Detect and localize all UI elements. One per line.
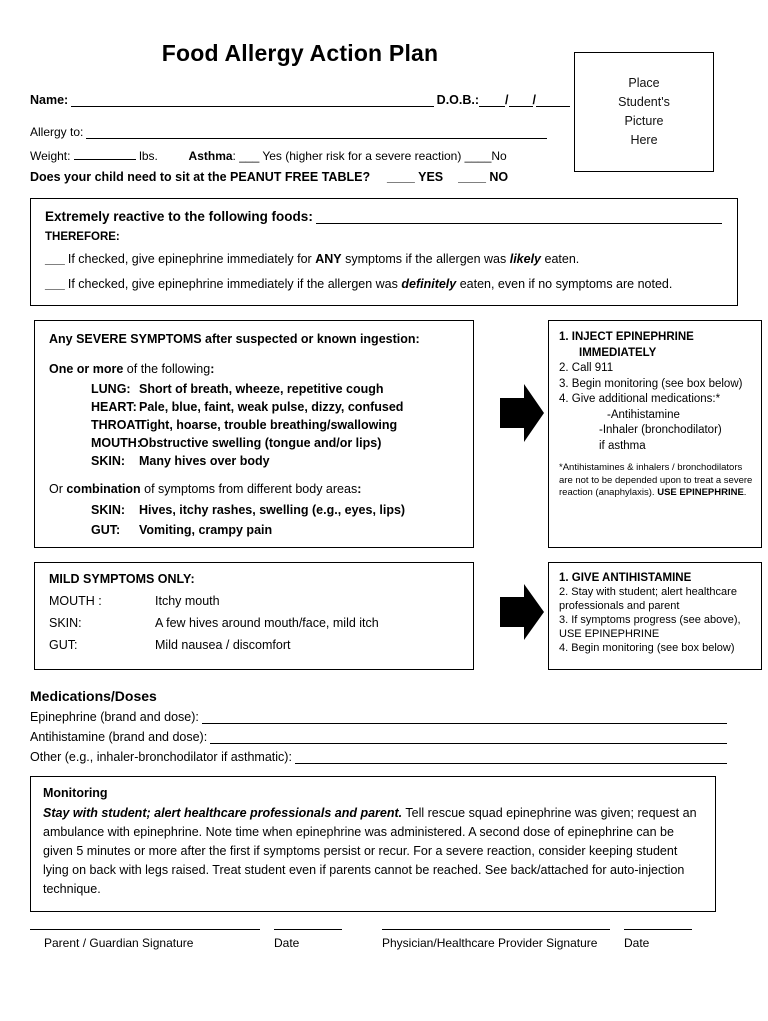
combination-a: Or <box>49 482 67 496</box>
severe-footnote-bold: USE EPINEPHRINE <box>657 487 744 498</box>
combination-label <box>49 482 463 496</box>
asthma-options[interactable]: : ___ Yes (higher risk for a severe reaction) ____No <box>232 149 507 163</box>
weight-label: Weight: <box>30 149 71 163</box>
mild-symptom-row <box>49 638 463 652</box>
checkbox-text-likely-e: eaten. <box>541 252 580 266</box>
severe-footnote <box>559 462 753 500</box>
parent-signature-input[interactable] <box>30 928 260 930</box>
antihistamine-input[interactable] <box>210 730 727 744</box>
parent-date-label: Date <box>274 936 300 950</box>
severe-footnote-star: * <box>559 462 563 473</box>
one-or-more-bold: One or more <box>49 362 124 376</box>
checkbox-text-likely-c: symptoms if the allergen was <box>341 252 510 266</box>
mild-symptom-value: Mild nausea / discomfort <box>155 638 291 652</box>
checkbox-text-likely-em: likely <box>509 252 542 266</box>
weight-unit: lbs. <box>139 149 158 163</box>
combination-c: of symptoms from different body areas <box>140 482 358 496</box>
name-field-row <box>30 93 570 107</box>
allergy-label: Allergy to: <box>30 125 84 139</box>
signature-labels <box>30 936 738 950</box>
symptom-key: SKIN: <box>91 454 126 468</box>
symptom-key: HEART: <box>91 400 137 414</box>
weight-input[interactable] <box>74 146 136 160</box>
medication-line <box>30 730 730 744</box>
dob-label: D.O.B.: <box>436 93 480 107</box>
student-photo-placeholder <box>574 52 714 172</box>
physician-date-input[interactable] <box>624 928 692 930</box>
mild-step-3: 3. If symptoms progress (see above), USE EPINEPHRINE <box>559 614 741 640</box>
symptom-row <box>49 452 463 470</box>
asthma-label: Asthma <box>188 149 233 163</box>
symptom-value: Vomiting, crampy pain <box>139 523 273 537</box>
symptom-value: Obstructive swelling (tongue and/or lips) <box>139 436 382 450</box>
page-title: Food Allergy Action Plan <box>161 40 439 66</box>
photo-line-3: Picture <box>624 114 664 128</box>
severe-step-4-sub-2: -Inhaler (bronchodilator) <box>599 424 722 436</box>
medications-title: Medications/Doses <box>30 688 157 704</box>
severe-symptoms-heading: Any SEVERE SYMPTOMS after suspected or known ingestion: <box>49 332 420 346</box>
symptom-row <box>49 434 463 452</box>
monitoring-text <box>43 804 703 899</box>
mild-symptom-key: SKIN: <box>49 616 82 630</box>
combination-d: : <box>357 482 362 496</box>
dob-month-input[interactable] <box>479 93 505 107</box>
symptom-key: SKIN: <box>91 503 126 517</box>
symptom-value: Pale, blue, faint, weak pulse, dizzy, confused <box>139 400 404 414</box>
mild-symptoms-section <box>30 562 741 674</box>
mild-symptom-row <box>49 594 463 608</box>
medication-label: Other (e.g., inhaler-bronchodilator if asthmatic): <box>30 750 292 764</box>
mild-step-1: 1. GIVE ANTIHISTAMINE <box>559 572 692 584</box>
mild-symptom-key: GUT: <box>49 638 78 652</box>
mild-step-2: 2. Stay with student; alert healthcare professionals and parent <box>559 586 737 612</box>
therefore-label: THEREFORE: <box>45 231 120 243</box>
monitoring-lead: Stay with student; alert healthcare professionals and parent. <box>43 806 403 820</box>
extremely-reactive-title: Extremely reactive to the following foods <box>45 209 309 224</box>
symptom-key: GUT: <box>91 523 121 537</box>
extremely-reactive-foods-input[interactable] <box>316 210 722 224</box>
symptom-row <box>49 500 463 520</box>
monitoring-body: Tell rescue squad epinephrine was given; request an ambulance with epinephrine. Note time when epinephrine was administered. A second dose of epinephrine can be given 5 minutes or more after the first if symptoms persist or recur. For a severe reaction, consider keeping student lying on back with legs raised. Treat student even if parents cannot be reached. See back/attached for auto-injection technique. <box>43 806 697 896</box>
monitoring-title: Monitoring <box>43 786 108 800</box>
checkbox-item-likely[interactable] <box>45 251 725 268</box>
peanut-table-row <box>30 170 738 184</box>
physician-date-label: Date <box>624 936 650 950</box>
one-or-more-label <box>49 362 463 376</box>
dob-year-input[interactable] <box>536 93 570 107</box>
checkbox-blank-likely[interactable]: ___ <box>45 252 65 266</box>
checkbox-text-likely-any: ANY <box>315 252 342 266</box>
header <box>30 40 738 184</box>
severe-step-3: 3. Begin monitoring (see box below) <box>559 377 743 390</box>
severe-symptoms-box <box>34 320 474 548</box>
checkbox-blank-definitely[interactable]: ___ <box>45 277 65 291</box>
symptom-key: THROAT: <box>91 418 145 432</box>
name-input[interactable] <box>71 93 433 107</box>
allergy-field-row <box>30 125 550 139</box>
mild-step-4: 4. Begin monitoring (see box below) <box>559 642 735 654</box>
symptom-row <box>49 416 463 434</box>
severe-footnote-end: . <box>743 487 747 498</box>
checkbox-item-definitely[interactable] <box>45 276 725 293</box>
symptom-value: Hives, itchy rashes, swelling (e.g., eyes, lips) <box>139 503 406 517</box>
signature-section <box>30 928 738 950</box>
peanut-question: Does your child need to sit at the PEANUT FREE TABLE? <box>30 170 371 184</box>
severe-action-box <box>548 320 762 548</box>
dob-separator-1: / <box>505 93 509 107</box>
severe-step-2: 2. Call 911 <box>559 362 614 374</box>
right-arrow-icon <box>500 384 544 442</box>
signature-lines <box>30 928 738 930</box>
mild-symptom-key: MOUTH : <box>49 594 102 608</box>
peanut-no-option[interactable]: ____ NO <box>458 170 509 184</box>
mild-symptom-value: Itchy mouth <box>155 594 220 608</box>
severe-step-1-cont: IMMEDIATELY <box>579 346 657 359</box>
photo-line-2: Student's <box>618 95 670 109</box>
medication-line <box>30 750 730 764</box>
severe-symptoms-section <box>30 320 753 552</box>
parent-date-input[interactable] <box>274 928 342 930</box>
medication-line <box>30 710 730 724</box>
mild-symptoms-title: MILD SYMPTOMS ONLY: <box>49 572 195 586</box>
photo-line-1: Place <box>628 76 660 90</box>
severe-step-4: 4. Give additional medications:* <box>559 393 721 405</box>
checkbox-text-definitely-a: If checked, give epinephrine immediately if the allergen was <box>67 277 402 291</box>
severe-step-4-sub-1: -Antihistamine <box>607 408 680 421</box>
mild-symptom-row <box>49 616 463 630</box>
one-or-more-rest: of the following <box>123 362 211 376</box>
mild-action-box <box>548 562 762 670</box>
extremely-reactive-title-row <box>45 209 725 224</box>
symptom-value: Tight, hoarse, trouble breathing/swallowing <box>139 418 398 432</box>
checkbox-text-likely-a: If checked, give epinephrine immediately for <box>67 252 316 266</box>
symptom-key: LUNG: <box>91 382 131 396</box>
symptom-value: Short of breath, wheeze, repetitive cough <box>139 382 384 396</box>
weight-asthma-row <box>30 146 560 163</box>
symptom-key: MOUTH: <box>91 436 141 450</box>
extremely-reactive-colon: : <box>308 209 313 224</box>
symptom-row <box>49 398 463 416</box>
medication-label: Epinephrine (brand and dose): <box>30 710 199 724</box>
monitoring-box <box>30 776 716 912</box>
peanut-yes-option[interactable]: ____ YES <box>387 170 444 184</box>
checkbox-text-definitely-c: eaten, even if no symptoms are noted. <box>456 277 673 291</box>
dob-day-input[interactable] <box>509 93 533 107</box>
parent-signature-label: Parent / Guardian Signature <box>44 936 194 950</box>
severe-symptom-list-combination <box>49 500 463 540</box>
epinephrine-input[interactable] <box>202 710 727 724</box>
severe-footnote-text: Antihistamines & inhalers / bronchodilators are not to be depended upon to treat a severe reaction (anaphylaxis). <box>559 462 753 498</box>
photo-line-4: Here <box>630 133 658 147</box>
severe-step-1: 1. INJECT EPINEPHRINE <box>559 331 694 343</box>
document-body <box>30 28 753 912</box>
medication-label: Antihistamine (brand and dose): <box>30 730 208 744</box>
allergy-input[interactable] <box>86 125 547 139</box>
combination-b: combination <box>66 482 141 496</box>
one-or-more-colon: : <box>210 362 215 376</box>
mild-symptom-value: A few hives around mouth/face, mild itch <box>155 616 379 630</box>
symptom-row <box>49 380 463 398</box>
symptom-row <box>49 520 463 540</box>
checkbox-text-definitely-em: definitely <box>401 277 457 291</box>
physician-signature-label: Physician/Healthcare Provider Signature <box>382 936 598 950</box>
other-medication-input[interactable] <box>295 750 727 764</box>
name-label: Name: <box>30 93 69 107</box>
dob-separator-2: / <box>532 93 536 107</box>
severe-step-4-sub-3: if asthma <box>599 439 646 452</box>
severe-symptom-list <box>49 380 463 470</box>
right-arrow-icon <box>500 584 544 640</box>
physician-signature-input[interactable] <box>382 928 610 930</box>
mild-symptoms-box <box>34 562 474 670</box>
extremely-reactive-box <box>30 198 738 306</box>
symptom-value: Many hives over body <box>139 454 270 468</box>
